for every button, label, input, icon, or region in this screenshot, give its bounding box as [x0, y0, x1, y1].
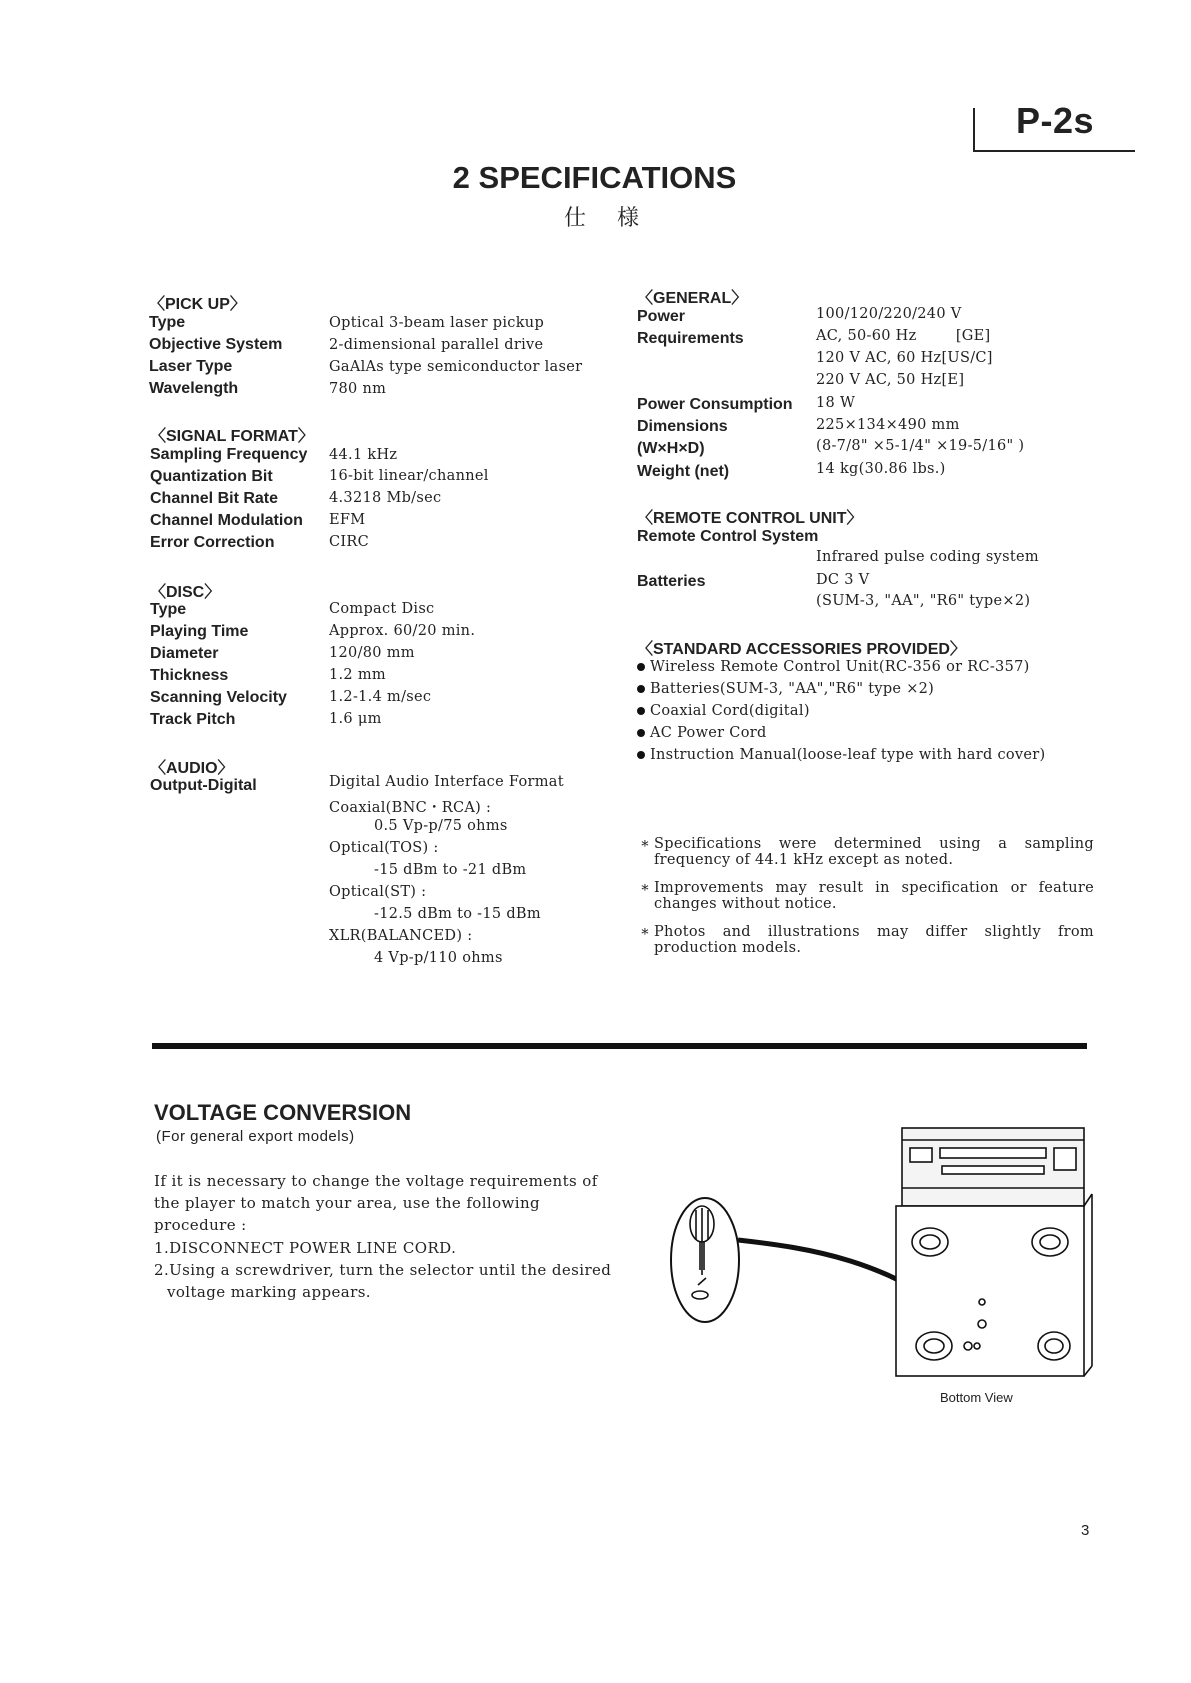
- spec-value: CIRC: [329, 534, 370, 550]
- spec-label: Type: [149, 314, 186, 331]
- bottom-view-illustration: [660, 1120, 1100, 1390]
- procedure-line: procedure :: [154, 1216, 247, 1234]
- spec-value: 1.2-1.4 m/sec: [329, 689, 432, 705]
- model-name: P-2s: [1016, 100, 1095, 141]
- procedure-step: voltage marking appears.: [167, 1283, 371, 1301]
- spec-label: Output-Digital: [150, 777, 257, 794]
- spec-label: Dimensions: [637, 418, 728, 435]
- note-item: ∗ Specifications were determined using a sampling frequency of 44.1 kHz except as noted.: [640, 836, 1094, 868]
- section-divider: [152, 1043, 1087, 1049]
- spec-value: GaAlAs type semiconductor laser: [329, 359, 583, 375]
- section-heading-pickup: 〈PICK UP〉: [149, 296, 246, 313]
- spec-label: Remote Control System: [637, 528, 819, 545]
- section-heading-accessories: 〈STANDARD ACCESSORIES PROVIDED〉: [637, 641, 966, 658]
- spec-label: Power: [637, 308, 686, 325]
- figure-caption: Bottom View: [940, 1390, 1013, 1405]
- audio-line: Digital Audio Interface Format: [329, 774, 564, 790]
- audio-line: Optical(TOS) :: [329, 840, 439, 856]
- procedure-step: 1.DISCONNECT POWER LINE CORD.: [154, 1239, 457, 1257]
- spec-value: Compact Disc: [329, 601, 435, 617]
- spec-value: 18 W: [816, 395, 856, 411]
- voltage-conversion-title: VOLTAGE CONVERSION: [154, 1100, 412, 1125]
- spec-label: Diameter: [150, 645, 219, 662]
- spec-label: Scanning Velocity: [150, 689, 287, 706]
- procedure-line: the player to match your area, use the following: [154, 1194, 541, 1212]
- spec-value: 120/80 mm: [329, 645, 415, 661]
- spec-value: (SUM-3, "AA", "R6" type×2): [816, 593, 1031, 609]
- asterisk-icon: ∗: [640, 836, 651, 852]
- spec-label: Thickness: [150, 667, 229, 684]
- spec-value: 2-dimensional parallel drive: [329, 337, 544, 353]
- spec-label: Channel Modulation: [150, 512, 303, 529]
- spec-label: Wavelength: [149, 380, 239, 397]
- spec-label: Type: [150, 601, 187, 618]
- note-item: ∗ Photos and illustrations may differ slightly from production models.: [640, 924, 1094, 956]
- asterisk-icon: ∗: [640, 880, 651, 896]
- audio-line: -15 dBm to -21 dBm: [374, 862, 527, 878]
- spec-label: Track Pitch: [150, 711, 236, 728]
- section-heading-remote: 〈REMOTE CONTROL UNIT〉: [637, 510, 863, 527]
- spec-label: Quantization Bit: [150, 468, 273, 485]
- audio-line: 0.5 Vp-p/75 ohms: [374, 818, 508, 834]
- audio-line: XLR(BALANCED) :: [329, 928, 473, 944]
- spec-label: Requirements: [637, 330, 744, 347]
- procedure-step: 2.Using a screwdriver, turn the selector until the desired: [154, 1261, 612, 1279]
- section-heading-signal-format: 〈SIGNAL FORMAT〉: [150, 428, 314, 445]
- section-heading-audio: 〈AUDIO〉: [150, 760, 234, 777]
- list-item: Wireless Remote Control Unit(RC-356 or RC-357): [637, 659, 1030, 675]
- audio-line: -12.5 dBm to -15 dBm: [374, 906, 541, 922]
- spec-value: Optical 3-beam laser pickup: [329, 315, 545, 331]
- spec-value: 120 V AC, 60 Hz[US/C]: [816, 350, 993, 366]
- bullet-icon: [637, 707, 645, 715]
- spec-value: 1.6 μm: [329, 711, 382, 727]
- spec-label: Error Correction: [150, 534, 275, 551]
- spec-label: Batteries: [637, 573, 706, 590]
- bullet-icon: [637, 685, 645, 693]
- audio-line: 4 Vp-p/110 ohms: [374, 950, 503, 966]
- page-subtitle: 仕 様: [564, 206, 651, 231]
- spec-value: 220 V AC, 50 Hz[E]: [816, 372, 965, 388]
- spec-value: (8-7/8" ×5-1/4" ×19-5/16" ): [816, 438, 1025, 454]
- bullet-icon: [637, 729, 645, 737]
- list-item: Instruction Manual(loose-leaf type with hard cover): [637, 747, 1045, 763]
- audio-line: Coaxial(BNC・RCA) :: [329, 800, 492, 816]
- page-number: 3: [1081, 1522, 1090, 1539]
- spec-value: Infrared pulse coding system: [816, 549, 1039, 565]
- audio-line: Optical(ST) :: [329, 884, 427, 900]
- spec-label: Weight (net): [637, 463, 730, 480]
- spec-value: 44.1 kHz: [329, 447, 398, 463]
- section-heading-disc: 〈DISC〉: [150, 584, 221, 601]
- voltage-conversion-subtitle: (For general export models): [156, 1128, 355, 1145]
- bullet-icon: [637, 663, 645, 671]
- spec-value: Approx. 60/20 min.: [329, 623, 476, 639]
- spec-value: 4.3218 Mb/sec: [329, 490, 442, 506]
- spec-value: 1.2 mm: [329, 667, 386, 683]
- spec-value: 225×134×490 mm: [816, 417, 960, 433]
- page-title: 2 SPECIFICATIONS: [452, 160, 737, 195]
- spec-value: AC, 50-60 Hz [GE]: [816, 328, 991, 344]
- spec-label: Channel Bit Rate: [150, 490, 279, 507]
- spec-value: 16-bit linear/channel: [329, 468, 489, 484]
- list-item: Coaxial Cord(digital): [637, 703, 810, 719]
- list-item: AC Power Cord: [637, 725, 767, 741]
- spec-label: Laser Type: [149, 358, 233, 375]
- spec-label: Objective System: [149, 336, 283, 353]
- spec-value: EFM: [329, 512, 366, 528]
- spec-value: 14 kg(30.86 lbs.): [816, 461, 946, 477]
- procedure-line: If it is necessary to change the voltage requirements of: [154, 1172, 598, 1190]
- spec-label: Power Consumption: [637, 396, 793, 413]
- asterisk-icon: ∗: [640, 924, 651, 940]
- note-item: ∗ Improvements may result in specification or feature changes without notice.: [640, 880, 1094, 912]
- list-item: Batteries(SUM-3, "AA","R6" type ×2): [637, 681, 934, 697]
- spec-value: 780 nm: [329, 381, 387, 397]
- section-heading-general: 〈GENERAL〉: [637, 290, 748, 307]
- spec-label: Playing Time: [150, 623, 249, 640]
- spec-value: DC 3 V: [816, 572, 870, 588]
- bullet-icon: [637, 751, 645, 759]
- spec-value: 100/120/220/240 V: [816, 306, 962, 322]
- spec-label: (W×H×D): [637, 440, 705, 457]
- player-bottom-icon: [896, 1128, 1092, 1376]
- spec-label: Sampling Frequency: [150, 446, 308, 463]
- magnifier-oval: [671, 1198, 739, 1322]
